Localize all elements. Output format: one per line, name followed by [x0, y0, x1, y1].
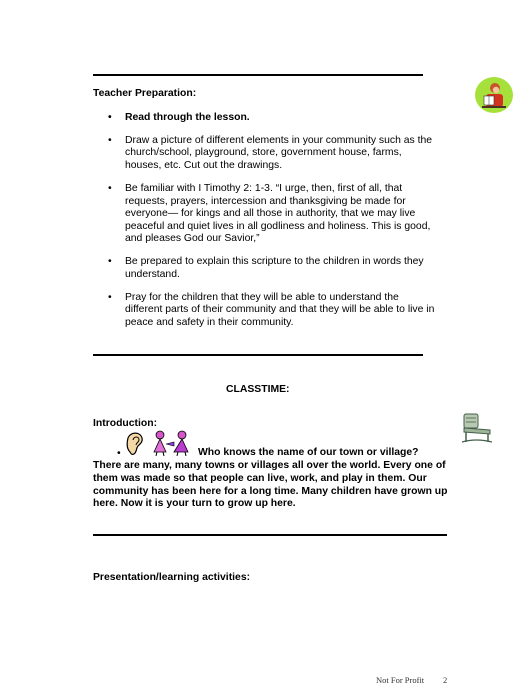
list-item: • Be prepared to explain this scripture to the children in words they understand.	[108, 256, 438, 281]
teacher-reading-icon	[474, 76, 514, 114]
footer-label: Not For Profit	[376, 675, 425, 685]
middle-divider	[93, 354, 423, 356]
teacher-preparation-heading: Teacher Preparation:	[93, 88, 197, 99]
list-item: • Pray for the children that they will be able to understand the different parts of their community and that they will be able to live in peace and safety in their community.	[108, 292, 438, 330]
page-number: 2	[443, 675, 448, 685]
introduction-bullet: •	[117, 448, 121, 459]
list-item: • Read through the lesson.	[108, 112, 438, 125]
introduction-question: Who knows the name of our town or village?	[198, 447, 419, 458]
list-item: • Draw a picture of different elements in your community such as the church/school, playground, store, government house, farms, houses, etc. Cut out the drawings.	[108, 135, 438, 173]
introduction-body: There are many, many towns or villages all over the world. Every one of them was made so that people can live, work, and play in them. Our community has been here for a long time. Many children have grown up here. Now it is your turn to grow up here.	[93, 460, 448, 510]
ear-icon	[124, 430, 146, 456]
lower-divider	[93, 534, 447, 536]
classtime-heading: CLASSTIME:	[226, 384, 290, 395]
presentation-heading: Presentation/learning activities:	[93, 572, 251, 583]
talking-people-icon	[148, 430, 194, 456]
top-divider	[93, 74, 423, 76]
chair-icon	[460, 410, 496, 444]
teacher-preparation-list	[108, 112, 438, 340]
list-item: • Be familiar with I Timothy 2: 1-3. “I urge, then, first of all, that requests, prayers, intercession and thanksgiving be made for everyone— for kings and all those in authority, that we may live peaceful and quiet lives in all godliness and holiness. This is good, and pleases God our Savior,”	[108, 183, 438, 246]
introduction-heading: Introduction:	[93, 418, 158, 429]
